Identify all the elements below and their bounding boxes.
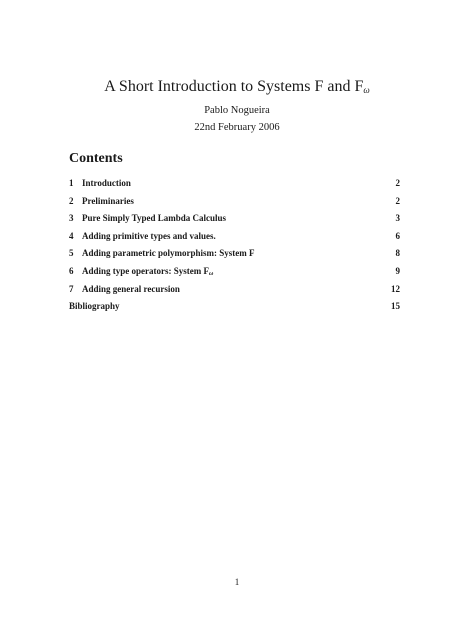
toc-entry-page: 15 bbox=[391, 301, 400, 312]
paper-date: 22nd February 2006 bbox=[194, 122, 280, 133]
paper-title bbox=[0, 77, 474, 100]
toc-entry-title: Adding type operators: System $F_\omega$ bbox=[82, 265, 214, 277]
toc-entry-page: 8 bbox=[395, 248, 400, 259]
toc-entry-number: 2 bbox=[69, 195, 74, 206]
toc-entry-page: 2 bbox=[395, 195, 400, 206]
toc-entry[interactable] bbox=[69, 283, 400, 301]
toc-entry-title: Adding parametric polymorphism: System F bbox=[82, 248, 255, 259]
toc-entry-number: 3 bbox=[69, 213, 74, 224]
toc-entry-title: Adding primitive types and values. bbox=[82, 230, 216, 241]
toc-entry-title: Bibliography bbox=[69, 301, 120, 312]
toc-entry[interactable] bbox=[69, 230, 400, 248]
toc-entry[interactable] bbox=[69, 212, 400, 230]
toc-entry-bibliography[interactable] bbox=[69, 300, 400, 318]
toc-entry-page: 9 bbox=[395, 265, 400, 276]
toc-entry-title: Introduction bbox=[82, 178, 131, 188]
paper-title-subscript: ω bbox=[363, 85, 370, 95]
table-of-contents bbox=[69, 177, 400, 318]
toc-entry-title: Preliminaries bbox=[82, 195, 134, 206]
toc-entry-title: Adding general recursion bbox=[82, 283, 180, 294]
paper-author: Pablo Nogueira bbox=[204, 105, 270, 116]
toc-entry-title: Pure Simply Typed Lambda Calculus bbox=[82, 213, 227, 224]
toc-entry-page: 6 bbox=[395, 230, 400, 241]
toc-entry-page: 2 bbox=[395, 178, 400, 188]
toc-entry-number: 5 bbox=[69, 248, 74, 259]
toc-entry-number: 1 bbox=[69, 178, 74, 188]
toc-entry-number: 4 bbox=[69, 230, 74, 241]
toc-entry[interactable] bbox=[69, 177, 400, 195]
toc-entry[interactable] bbox=[69, 195, 400, 213]
toc-entry-page: 3 bbox=[395, 213, 400, 224]
paper-title-text: A Short Introduction to Systems F and F bbox=[104, 78, 364, 95]
toc-entry[interactable] bbox=[69, 247, 400, 265]
toc-entry-number: 7 bbox=[69, 283, 74, 294]
toc-entry-page: 12 bbox=[391, 283, 400, 294]
page-number: 1 bbox=[234, 577, 240, 587]
toc-entry[interactable] bbox=[69, 265, 400, 283]
toc-entry-number: 6 bbox=[69, 265, 74, 276]
contents-heading: Contents bbox=[69, 151, 123, 166]
